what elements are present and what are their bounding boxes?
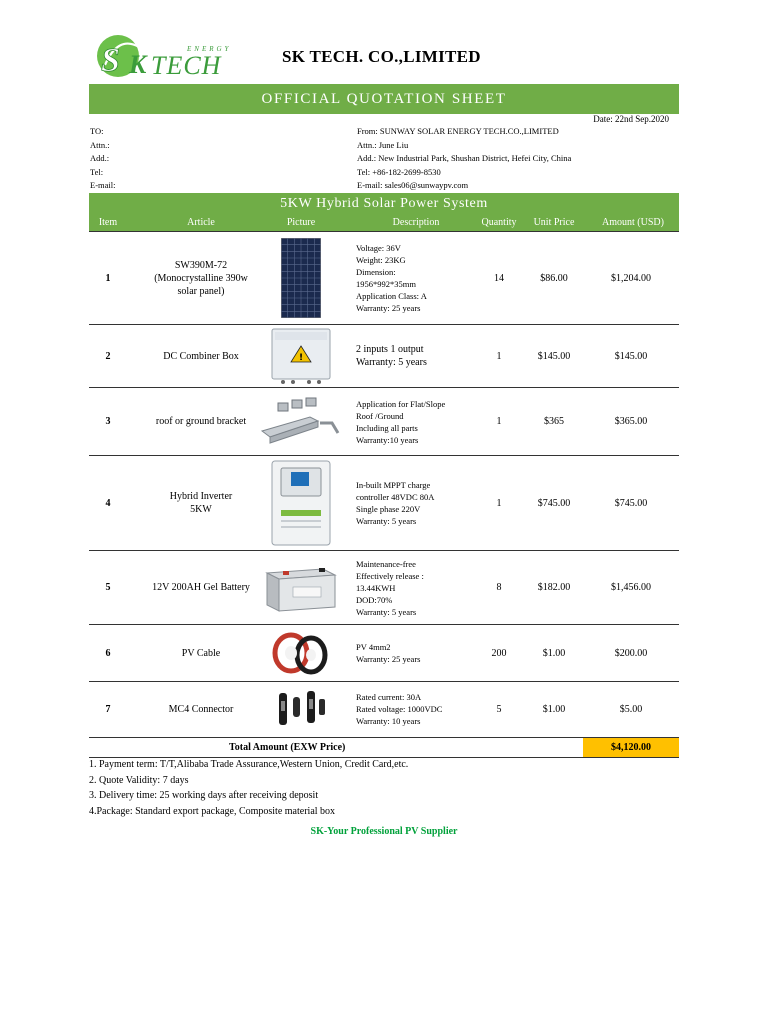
quantity-cell: 1: [496, 416, 502, 427]
company-logo: [95, 33, 255, 79]
description-line: Voltage: 36V: [356, 243, 401, 253]
inverter-image: [257, 456, 345, 550]
description-line: Warranty: 25 years: [356, 654, 421, 664]
email-label: E-mail:: [90, 180, 116, 190]
table-row: [89, 232, 679, 325]
item-number: 7: [105, 703, 111, 715]
table-row: [89, 625, 679, 682]
unit-price-cell: $1.00: [542, 703, 566, 715]
pv-cable-image: [257, 625, 345, 681]
term-item: 2. Quote Validity: 7 days: [89, 774, 189, 786]
item-number: 1: [105, 272, 111, 284]
description-cell: [356, 625, 481, 681]
item-number: 3: [105, 416, 111, 427]
article-line: 12V 200AH Gel Battery: [152, 582, 250, 593]
article-cell: [127, 325, 275, 387]
amount-cell: $200.00: [614, 647, 648, 659]
article-cell: [127, 682, 275, 736]
description-line: Roof /Ground: [356, 410, 404, 421]
term-item: 4.Package: Standard export package, Composite material box: [89, 805, 336, 817]
article-line: DC Combiner Box: [163, 350, 239, 362]
amount-cell: $745.00: [614, 497, 648, 509]
item-number: 5: [105, 582, 111, 593]
from-email-line: E-mail: sales06@sunwaypv.com: [357, 180, 469, 190]
quantity-cell: 8: [496, 582, 502, 593]
description-line: controller 48VDC 80A: [356, 492, 435, 502]
terms-list: [89, 757, 408, 819]
description-line: Warranty: 5 years: [356, 357, 427, 368]
total-row: [89, 737, 679, 758]
article-line: Hybrid Inverter: [169, 491, 233, 502]
from-attn-line: Attn.: June Liu: [357, 139, 409, 150]
description-line: Warranty: 10 years: [356, 716, 421, 726]
document-title: OFFICIAL QUOTATION SHEET: [89, 84, 679, 114]
amount-cell: $1,456.00: [611, 582, 651, 593]
col-picture: Picture: [286, 217, 316, 228]
battery-image: [257, 551, 345, 624]
quantity-cell: 14: [494, 272, 504, 284]
from-address-line: Add.: New Industrial Park, Shushan District, Hefei City, China: [357, 153, 572, 163]
from-tel-line: Tel: +86-182-2699-8530: [357, 166, 441, 177]
description-line: Warranty: 5 years: [356, 516, 417, 526]
description-line: Application Class: A: [356, 291, 427, 301]
description-line: 1956*992*35mm: [356, 279, 416, 289]
term-item: 3. Delivery time: 25 working days after receiving deposit: [89, 790, 319, 801]
description-cell: [356, 388, 481, 455]
unit-price-cell: $1.00: [542, 647, 566, 659]
col-quantity: Quantity: [481, 217, 517, 228]
svg-text:!: !: [298, 353, 304, 363]
solar-panel-image: [257, 232, 345, 324]
description-line: Dimension:: [356, 267, 396, 277]
description-line: DOD:70%: [356, 594, 393, 605]
table-row: [89, 551, 679, 625]
total-amount: $4,120.00: [583, 738, 679, 757]
sender-block: [357, 125, 571, 193]
description-cell: [356, 456, 481, 550]
description-line: Warranty: 5 years: [356, 606, 417, 617]
table-row: [89, 682, 679, 736]
description-line: Rated current: 30A: [356, 692, 422, 702]
table-row: [89, 325, 679, 388]
footer-slogan: SK-Your Professional PV Supplier: [310, 826, 458, 837]
description-line: Rated voltage: 1000VDC: [356, 704, 443, 714]
unit-price-cell: $745.00: [537, 497, 571, 509]
total-label: Total Amount (EXW Price): [229, 742, 346, 753]
tel-label: Tel:: [90, 166, 104, 177]
quantity-cell: 1: [496, 497, 502, 509]
amount-cell: $5.00: [619, 703, 643, 715]
quantity-cell: 200: [491, 647, 507, 659]
amount-cell: $1,204.00: [611, 272, 651, 284]
unit-price-cell: $86.00: [540, 272, 568, 284]
description-line: Effectively release :: [356, 570, 424, 581]
article-cell: [127, 551, 275, 624]
svg-text:K: K: [129, 50, 147, 79]
quantity-cell: 1: [496, 350, 502, 362]
article-line: 5KW: [190, 504, 212, 515]
company-name: SK TECH. CO.,LIMITED: [282, 47, 481, 66]
description-line: 13.44KWH: [356, 582, 396, 593]
svg-text:ENERGY: ENERGY: [187, 45, 232, 53]
article-cell: [127, 625, 275, 681]
address-label: Add.:: [90, 153, 110, 163]
col-item: Item: [98, 217, 118, 228]
description-line: PV 4mm2: [356, 642, 391, 652]
article-line: roof or ground bracket: [155, 416, 247, 427]
col-description: Description: [392, 217, 440, 228]
unit-price-cell: $182.00: [537, 582, 571, 593]
item-number: 2: [105, 350, 111, 362]
description-line: Weight: 23KG: [356, 255, 406, 265]
col-article: Article: [187, 217, 215, 228]
description-line: Including all parts: [356, 422, 418, 433]
system-title: 5KW Hybrid Solar Power System: [89, 193, 679, 214]
amount-cell: $145.00: [614, 350, 648, 362]
attn-label: Attn.:: [90, 139, 110, 150]
article-cell: [127, 232, 275, 324]
description-cell: [356, 325, 481, 387]
description-line: Warranty:10 years: [356, 434, 419, 445]
quantity-cell: 5: [496, 703, 502, 715]
col-unit-price: Unit Price: [533, 217, 575, 228]
article-cell: [127, 388, 275, 455]
article-line: solar panel): [177, 285, 225, 297]
description-cell: [356, 232, 481, 324]
article-line: (Monocrystalline 390w: [154, 272, 248, 284]
col-amount: Amount (USD): [602, 217, 664, 228]
amount-cell: $365.00: [614, 416, 648, 427]
table-header: [89, 214, 679, 231]
quote-date: Date: 22nd Sep.2020: [593, 114, 669, 124]
description-line: Warranty: 25 years: [356, 303, 421, 313]
item-number: 6: [105, 647, 111, 659]
to-label: TO:: [90, 126, 104, 136]
description-line: In-built MPPT charge: [356, 480, 431, 490]
article-line: MC4 Connector: [168, 703, 234, 715]
item-number: 4: [105, 497, 111, 509]
table-row: [89, 388, 679, 456]
mc4-connector-image: [257, 682, 345, 736]
article-cell: [127, 456, 275, 550]
unit-price-cell: $365: [544, 416, 564, 427]
recipient-block: [90, 125, 116, 193]
description-cell: [356, 682, 481, 736]
term-item: 1. Payment term: T/T,Alibaba Trade Assurance,Western Union, Credit Card,etc.: [89, 759, 409, 770]
table-row: [89, 456, 679, 551]
from-line: From: SUNWAY SOLAR ENERGY TECH.CO.,LIMITED: [357, 126, 559, 136]
description-line: Maintenance-free: [356, 558, 416, 569]
svg-text:TECH: TECH: [151, 51, 222, 79]
article-line: PV Cable: [181, 647, 221, 659]
svg-text:S: S: [101, 42, 120, 79]
description-cell: [356, 551, 481, 624]
description-line: Application for Flat/Slope: [356, 398, 446, 409]
bracket-image: [257, 388, 345, 455]
unit-price-cell: $145.00: [537, 350, 571, 362]
description-line: 2 inputs 1 output: [356, 344, 424, 355]
article-line: SW390M-72: [174, 259, 228, 271]
description-line: Single phase 220V: [356, 504, 421, 514]
combiner-box-image: [257, 325, 345, 387]
